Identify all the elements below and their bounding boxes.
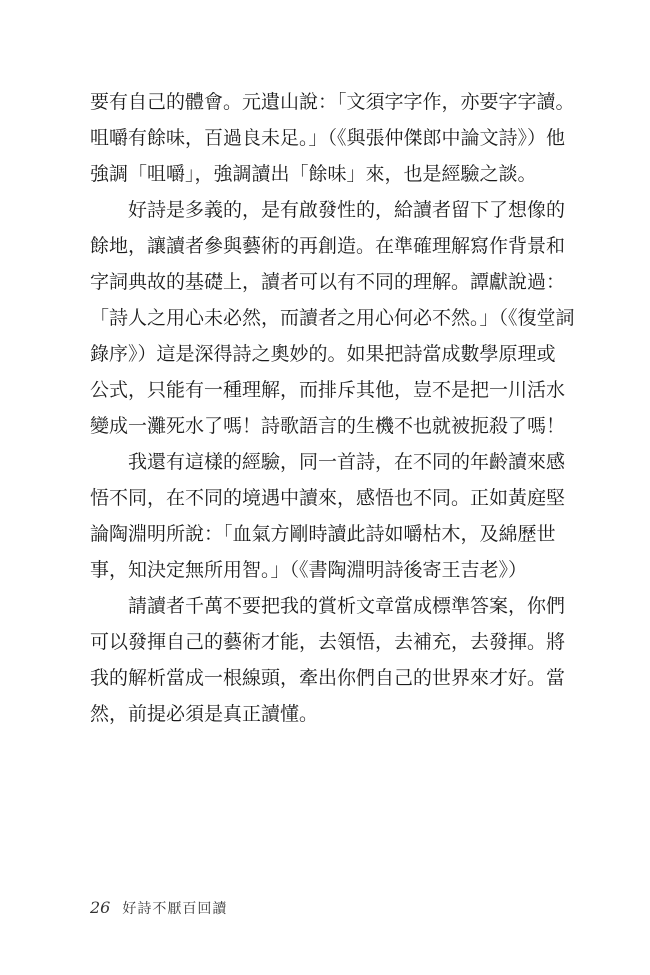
text-line: 可以發揮自己的藝術才能，去領悟，去補充，去發揮。將 <box>90 631 566 653</box>
text-line: 「詩人之用心未必然，而讀者之用心何必不然。」（《復堂詞 <box>90 307 575 329</box>
page-body <box>90 84 575 732</box>
text-line: 我還有這樣的經驗，同一首詩，在不同的年齡讀來感 <box>90 451 566 473</box>
paragraph-3 <box>90 444 566 588</box>
paragraph-2 <box>90 192 575 444</box>
text-line: 悟不同，在不同的境遇中讀來，感悟也不同。正如黃庭堅 <box>90 487 566 509</box>
paragraph-1 <box>90 84 575 192</box>
page-footer <box>90 896 227 920</box>
running-book-title: 好詩不厭百回讀 <box>122 901 228 917</box>
page-number: 26 <box>90 898 111 917</box>
text-line: 字詞典故的基礎上，讀者可以有不同的理解。譚獻說過： <box>90 271 566 293</box>
text-line: 錄序》）這是深得詩之奧妙的。如果把詩當成數學原理或 <box>90 343 556 365</box>
text-line: 要有自己的體會。元遺山說：「文須字字作，亦要字字讀。 <box>90 91 575 113</box>
text-line: 好詩是多義的，是有啟發性的，給讀者留下了想像的 <box>90 199 566 221</box>
text-line: 公式，只能有一種理解，而排斥其他，豈不是把一川活水 <box>90 379 566 401</box>
text-line: 然，前提必須是真正讀懂。 <box>90 703 319 725</box>
text-line: 強調「咀嚼」，強調讀出「餘味」來，也是經驗之談。 <box>90 163 537 185</box>
text-line: 請讀者千萬不要把我的賞析文章當成標準答案，你們 <box>90 595 566 617</box>
text-line: 我的解析當成一根線頭，牽出你們自己的世界來才好。當 <box>90 667 566 689</box>
text-line: 餘地，讓讀者參與藝術的再創造。在準確理解寫作背景和 <box>90 235 566 257</box>
text-line: 論陶淵明所說：「血氣方剛時讀此詩如嚼枯木，及綿歷世 <box>90 523 556 545</box>
text-line: 變成一灘死水了嗎！詩歌語言的生機不也就被扼殺了嗎！ <box>90 415 566 437</box>
text-line: 事，知決定無所用智。」（《書陶淵明詩後寄王吉老》） <box>90 559 528 581</box>
paragraph-4 <box>90 588 566 732</box>
text-line: 咀嚼有餘味，百過良未足。」（《與張仲傑郎中論文詩》）他 <box>90 127 566 149</box>
